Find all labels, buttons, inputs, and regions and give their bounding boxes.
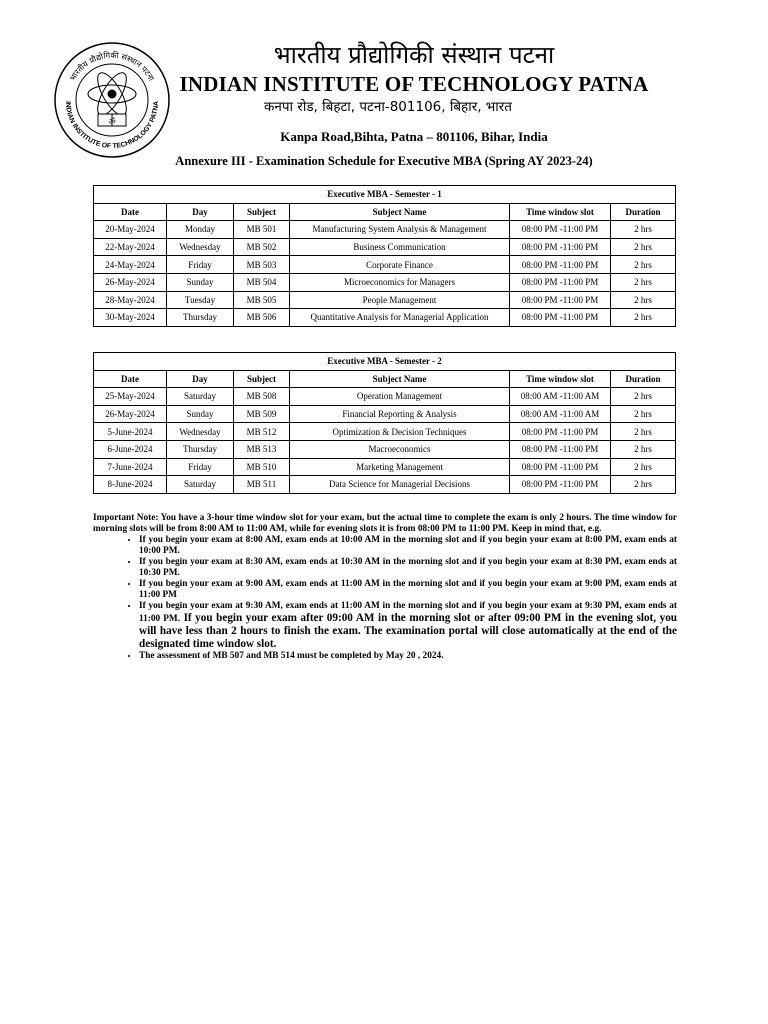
note-bullet [139,601,677,651]
cell-duration: 2 hrs [611,440,676,458]
cell-date: 6-June-2024 [94,440,167,458]
english-title: INDIAN INSTITUTE OF TECHNOLOGY PATNA [179,72,649,96]
column-header-subject: Subject [234,203,290,221]
cell-duration: 2 hrs [611,238,676,256]
cell-time-window: 08:00 AM -11:00 AM [510,405,611,423]
cell-date: 5-June-2024 [94,423,167,441]
cell-subject-name: Financial Reporting & Analysis [290,405,510,423]
logo-ring-hindi: भारतीय प्रौद्योगिकी संस्थान पटना [68,50,156,83]
cell-date: 26-May-2024 [94,273,167,291]
cell-duration: 2 hrs [611,476,676,494]
cell-date: 24-May-2024 [94,256,167,274]
cell-date: 26-May-2024 [94,405,167,423]
cell-day: Saturday [167,476,234,494]
cell-subject-name: Optimization & Decision Techniques [290,423,510,441]
table-row [94,256,676,274]
table-row [94,440,676,458]
cell-subject-name: Business Communication [290,238,510,256]
cell-duration: 2 hrs [611,309,676,327]
table-row [94,273,676,291]
column-header-date: Date [94,370,167,388]
semester-1-table [93,185,676,327]
table-row [94,405,676,423]
semester-1-title: Executive MBA - Semester - 1 [94,186,676,204]
column-header-date: Date [94,203,167,221]
column-header-subject-name: Subject Name [290,203,510,221]
cell-time-window: 08:00 PM -11:00 PM [510,256,611,274]
cell-day: Wednesday [167,238,234,256]
cell-subject: MB 506 [234,309,290,327]
note-bullet-emphasis: If you begin your exam after 09:00 AM in the morning slot or after 09:00 PM in the evening slot, you will have less than 2 hours to finish the exam. The examination portal will close automatically at the end of the designated time window slot. [139,612,678,650]
cell-subject: MB 501 [234,221,290,239]
column-header-subject: Subject [234,370,290,388]
hindi-title: भारतीय प्रौद्योगिकी संस्थान पटना [273,41,555,69]
cell-duration: 2 hrs [611,273,676,291]
semester-2-title: Executive MBA - Semester - 2 [94,353,676,371]
semester-2-header-row [94,370,676,388]
cell-subject: MB 505 [234,291,290,309]
column-header-duration: Duration [611,203,676,221]
cell-subject-name: Manufacturing System Analysis & Management [290,221,510,239]
column-header-subject-name: Subject Name [290,370,510,388]
cell-subject-name: Macroeconomics [290,440,510,458]
cell-date: 8-June-2024 [94,476,167,494]
cell-day: Friday [167,458,234,476]
cell-subject-name: Quantitative Analysis for Managerial Application [290,309,510,327]
cell-day: Sunday [167,405,234,423]
cell-subject: MB 503 [234,256,290,274]
table-row [94,309,676,327]
english-address: Kanpa Road,Bihta, Patna – 801106, Bihar, India [280,129,548,144]
column-header-day: Day [167,203,234,221]
cell-time-window: 08:00 PM -11:00 PM [510,221,611,239]
cell-duration: 2 hrs [611,423,676,441]
note-bullet-list [93,535,677,662]
table-row [94,221,676,239]
column-header-time-window: Time window slot [510,203,611,221]
cell-subject-name: Corporate Finance [290,256,510,274]
cell-subject: MB 512 [234,423,290,441]
cell-date: 7-June-2024 [94,458,167,476]
cell-date: 28-May-2024 [94,291,167,309]
cell-time-window: 08:00 PM -11:00 PM [510,476,611,494]
cell-date: 25-May-2024 [94,388,167,406]
cell-time-window: 08:00 PM -11:00 PM [510,423,611,441]
cell-subject-name: Marketing Management [290,458,510,476]
cell-subject: MB 502 [234,238,290,256]
cell-subject-name: People Management [290,291,510,309]
cell-date: 20-May-2024 [94,221,167,239]
book-icon [98,114,126,126]
hindi-address: कनपा रोड, बिहटा, पटना-801106, बिहार, भारत [263,99,513,115]
cell-subject: MB 504 [234,273,290,291]
column-header-day: Day [167,370,234,388]
column-header-duration: Duration [611,370,676,388]
semester-1-header-row [94,203,676,221]
cell-time-window: 08:00 PM -11:00 PM [510,238,611,256]
cell-duration: 2 hrs [611,458,676,476]
note-intro: Important Note: You have a 3-hour time window slot for your exam, but the actual time to complete the exam is only 2 hours. The time window for morning slots will be from 8:00 AM to 11:00 AM, while for evening slots it is from 08:00 PM to 11:00 PM. Keep in mind that, e.g. [93,513,677,534]
cell-subject: MB 511 [234,476,290,494]
note-bullet: • If you begin your exam at 8:30 AM, exam ends at 10:30 AM in the morning slot and if you begin your exam at 8:30 PM, exam ends at 10:30 PM. [139,557,677,579]
note-bullet: • The assessment of MB 507 and MB 514 must be completed by May 20 , 2024. [139,651,677,662]
cell-time-window: 08:00 PM -11:00 PM [510,273,611,291]
logo-ring-english: INDIAN INSTITUTE OF TECHNOLOGY PATNA [63,100,161,151]
cell-date: 30-May-2024 [94,309,167,327]
note-bullet: • If you begin your exam at 9:00 AM, exam ends at 11:00 AM in the morning slot and if you begin your exam at 9:00 PM, exam ends at 11:00 PM [139,579,677,601]
cell-time-window: 08:00 PM -11:00 PM [510,458,611,476]
cell-day: Saturday [167,388,234,406]
cell-day: Thursday [167,309,234,327]
note-bullet: • If you begin your exam at 8:00 AM, exam ends at 10:00 AM in the morning slot and if you begin your exam at 8:00 PM, exam ends at 10:00 PM. [139,535,677,557]
table-row [94,388,676,406]
semester-2-table [93,352,676,494]
important-note [93,513,677,662]
cell-day: Tuesday [167,291,234,309]
cell-duration: 2 hrs [611,221,676,239]
cell-subject-name: Microeconomics for Managers [290,273,510,291]
table-row [94,291,676,309]
cell-day: Wednesday [167,423,234,441]
cell-duration: 2 hrs [611,291,676,309]
annexure-title: Annexure III - Examination Schedule for Executive MBA (Spring AY 2023-24) [175,154,593,168]
cell-subject: MB 509 [234,405,290,423]
cell-duration: 2 hrs [611,388,676,406]
table-row [94,238,676,256]
logo-center-text: ॐ [108,117,116,126]
cell-subject: MB 513 [234,440,290,458]
cell-subject-name: Data Science for Managerial Decisions [290,476,510,494]
cell-day: Thursday [167,440,234,458]
cell-time-window: 08:00 PM -11:00 PM [510,309,611,327]
cell-day: Sunday [167,273,234,291]
cell-time-window: 08:00 AM -11:00 AM [510,388,611,406]
cell-subject: MB 510 [234,458,290,476]
cell-day: Friday [167,256,234,274]
column-header-time-window: Time window slot [510,370,611,388]
cell-date: 22-May-2024 [94,238,167,256]
cell-subject: MB 508 [234,388,290,406]
cell-time-window: 08:00 PM -11:00 PM [510,440,611,458]
table-row [94,423,676,441]
note-bullet-part: If you begin your exam at 9:30 AM, exam ends at 11:00 AM in the morning slot and if you begin your exam at 9:30 PM, exam ends at 11:00 PM. [139,601,677,624]
cell-duration: 2 hrs [611,256,676,274]
cell-day: Monday [167,221,234,239]
cell-duration: 2 hrs [611,405,676,423]
table-row [94,476,676,494]
table-row [94,458,676,476]
cell-time-window: 08:00 PM -11:00 PM [510,291,611,309]
cell-subject-name: Operation Management [290,388,510,406]
